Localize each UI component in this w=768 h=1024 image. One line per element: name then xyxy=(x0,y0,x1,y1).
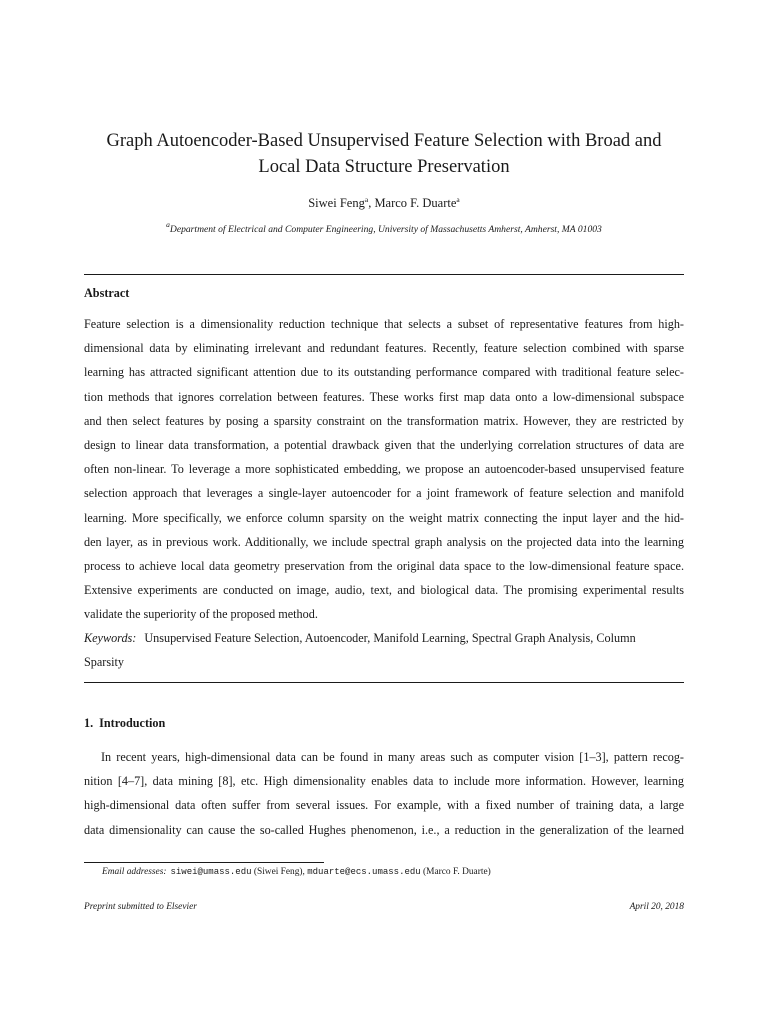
abstract-line: dimensional data by eliminating irrelevant and redundant features. Recently, feature selection combined with sparse xyxy=(84,341,684,356)
abstract-line: selection approach that leverages a single-layer autoencoder for a joint framework of feature selection and manifold xyxy=(84,486,684,501)
title-line-1: Graph Autoencoder-Based Unsupervised Feature Selection with Broad and xyxy=(106,131,662,151)
abstract-heading: Abstract xyxy=(84,286,130,300)
keywords-text: Unsupervised Feature Selection, Autoencoder, Manifold Learning, Spectral Graph Analysis, Column xyxy=(144,631,636,646)
author-affiliation-mark: a xyxy=(364,195,369,204)
section-heading-introduction xyxy=(84,715,165,731)
abstract-line: Extensive experiments are conducted on image, audio, text, and biological data. The promising experimental results xyxy=(84,583,684,598)
email-link[interactable]: mduarte@ecs.umass.edu xyxy=(307,867,421,877)
abstract-line: learning has attracted significant attention due to its outstanding performance compared with traditional feature selec- xyxy=(84,365,684,380)
intro-line: data dimensionality can cause the so-called Hughes phenomenon, i.e., a reduction in the generalization of the learned xyxy=(84,822,684,837)
keywords-line xyxy=(84,630,684,654)
author-affiliation-mark: a xyxy=(456,195,460,204)
section-number: 1. xyxy=(84,716,94,730)
intro-line: high-dimensional data often suffer from several issues. For example, with a fixed number of training data, a large xyxy=(84,798,684,813)
intro-line: nition [4–7], data mining [8], etc. High dimensionality enables data to include more information. However, learning xyxy=(84,774,684,789)
footnote-author: (Marco F. Duarte) xyxy=(423,867,491,877)
keywords-continuation: Sparsity xyxy=(84,655,124,670)
footnote-rule xyxy=(84,862,324,863)
author-name: Marco F. Duarte xyxy=(374,196,457,210)
footnote-label: Email addresses: xyxy=(102,867,167,877)
intro-line: In recent years, high-dimensional data can be found in many areas such as computer vision [1–3], pattern recog- xyxy=(101,750,684,764)
abstract-top-rule xyxy=(84,274,684,275)
abstract-bottom-rule xyxy=(84,682,684,683)
paper-title xyxy=(84,128,684,180)
abstract-body xyxy=(84,316,684,679)
footer-date: April 20, 2018 xyxy=(629,902,684,912)
abstract-line: Feature selection is a dimensionality reduction technique that selects a subset of representative features from high- xyxy=(84,317,684,331)
section-title: Introduction xyxy=(99,716,166,730)
abstract-line: validate the superiority of the proposed method. xyxy=(84,607,318,622)
affiliation xyxy=(84,218,684,237)
affiliation-mark: a xyxy=(166,220,170,229)
author-name: Siwei Feng xyxy=(308,196,365,210)
affiliation-text: Department of Electrical and Computer Engineering, University of Massachusetts Amherst, Amherst, MA 01003 xyxy=(169,224,602,235)
title-line-2: Local Data Structure Preservation xyxy=(258,157,510,177)
introduction-body xyxy=(84,749,684,846)
abstract-line: learning. More specifically, we enforce column sparsity on the weight matrix connecting the input layer and the hid- xyxy=(84,510,684,525)
abstract-line: tion methods that ignores correlation between features. These works first map data onto a low-dimensional subspace xyxy=(84,389,684,404)
footer-preprint: Preprint submitted to Elsevier xyxy=(84,902,197,912)
abstract-line: often non-linear. To leverage a more sophisticated embedding, we propose an autoencoder-based unsupervised feature xyxy=(84,462,684,477)
email-link[interactable]: siwei@umass.edu xyxy=(170,867,252,877)
author-list: Siwei Feng$^a$, Marco F. Duarte$^a$ xyxy=(308,195,460,210)
abstract-line: design to linear data transformation, a potential drawback given that the underlying correlation structures of data are xyxy=(84,437,684,452)
abstract-line: den layer, as in previous work. Additionally, we include spectral graph analysis on the projected data into the learning xyxy=(84,534,684,549)
abstract-line: process to achieve local data geometry preservation from the original data space to the low-dimensional feature space. xyxy=(84,558,684,573)
keywords-label: Keywords: xyxy=(84,631,137,646)
footnote-author: (Siwei Feng), xyxy=(253,867,305,877)
abstract-line: and then select features by posing a sparsity constraint on the transformation matrix. However, they are restricted by xyxy=(84,413,684,428)
footnote-email xyxy=(102,866,491,878)
